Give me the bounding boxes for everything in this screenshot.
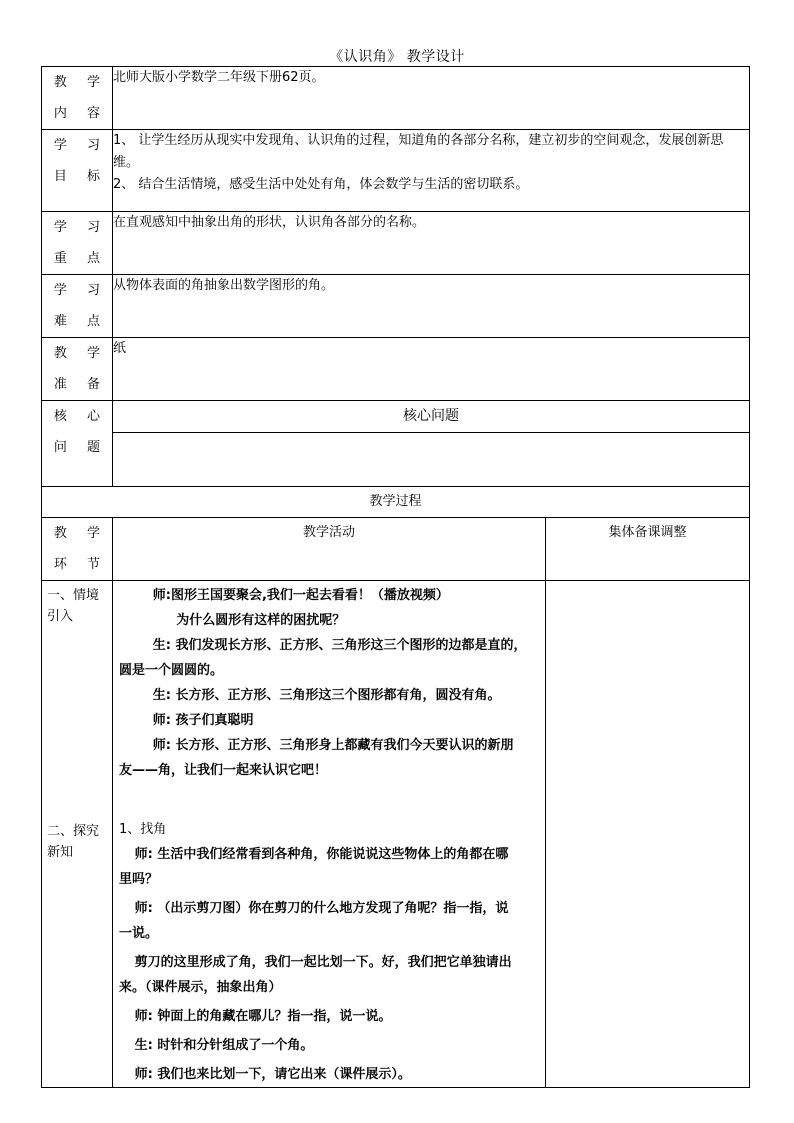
activity-line: 生: 长方形、正方形、三角形这三个图形都有角，圆没有角。 xyxy=(152,688,501,703)
label-prep: 教 学 准 备 xyxy=(42,338,113,401)
activity-line: 师: 孩子们真聪明 xyxy=(152,713,254,728)
column-stage: 教 学 环 节 xyxy=(42,518,113,581)
column-activity: 教学活动 xyxy=(113,518,546,581)
row-prep xyxy=(42,338,750,401)
goal-item: 1、 让学生经历从现实中发现角、认识角的过程，知道角的各部分名称，建立初步的空间观念，发展创新思维。 xyxy=(113,133,724,170)
label-content: 教 学 内 容 xyxy=(42,67,113,130)
explore-heading: 1、找角 xyxy=(119,822,167,837)
prep-text: 纸 xyxy=(113,338,750,401)
activity-line: 圆是一个圆圆的。 xyxy=(119,663,224,678)
key-text: 在直观感知中抽象出角的形状，认识角各部分的名称。 xyxy=(113,212,750,275)
activity-line: 生: 时针和分针组成了一个角。 xyxy=(134,1038,314,1053)
row-difficulty xyxy=(42,275,750,338)
activity-line: 师: 生活中我们经常看到各种角，你能说说这些物体上的角都在哪 xyxy=(134,847,509,862)
difficulty-text: 从物体表面的角抽象出数学图形的角。 xyxy=(113,275,750,338)
row-column-headers xyxy=(42,518,750,581)
document-title: 《认识角》 教学设计 xyxy=(329,49,465,65)
lesson-plan-table xyxy=(41,66,750,1088)
row-key xyxy=(42,212,750,275)
stage-intro: 一、情境 引入 xyxy=(47,588,100,624)
activity-line: 师: 钟面上的角藏在哪儿？指一指，说一说。 xyxy=(134,1009,392,1024)
activity-line: 里吗？ xyxy=(119,872,159,887)
row-content xyxy=(42,67,750,130)
label-core: 核 心 问 题 xyxy=(42,401,113,487)
core-header: 核心问题 xyxy=(113,401,749,433)
process-title: 教学过程 xyxy=(42,487,750,518)
activity-line: 师:图形王国要聚会,我们一起去看看！（播放视频） xyxy=(152,588,449,603)
activity-line: 生: 我们发现长方形、正方形、三角形这三个图形的边都是直的， xyxy=(152,638,527,653)
activity-line: 为什么圆形有这样的困扰呢？ xyxy=(176,613,346,628)
activity-line: 友——角，让我们一起来认识它吧！ xyxy=(119,763,328,778)
label-difficulty: 学 习 难 点 xyxy=(42,275,113,338)
activity-line: 一说。 xyxy=(119,926,159,941)
activity-line: 来。（课件展示，抽象出角） xyxy=(119,980,282,995)
adjust-cell xyxy=(546,581,750,1088)
stage-explore: 二、探究 新知 xyxy=(47,824,100,860)
stage-cell xyxy=(42,581,113,1088)
row-goals xyxy=(42,130,750,212)
activity-line: 师: 我们也来比划一下，请它出来（课件展示）。 xyxy=(134,1067,411,1082)
column-adjust: 集体备课调整 xyxy=(546,518,750,581)
activity-line: 剪刀的这里形成了角，我们一起比划一下。好，我们把它单独请出 xyxy=(134,955,512,970)
activity-cell xyxy=(113,581,546,1088)
activity-line: 师: （出示剪刀图）你在剪刀的什么地方发现了角呢？指一指，说 xyxy=(134,901,509,916)
row-process-title xyxy=(42,487,750,518)
label-goals: 学 习 目 标 xyxy=(42,130,113,212)
core-cell xyxy=(113,401,750,487)
activity-line: 师: 长方形、正方形、三角形身上都藏有我们今天要认识的新朋 xyxy=(152,738,514,753)
content-text: 北师大版小学数学二年级下册62页。 xyxy=(113,67,750,130)
row-core xyxy=(42,401,750,487)
row-process-body xyxy=(42,581,750,1088)
label-key: 学 习 重 点 xyxy=(42,212,113,275)
goal-item: 2、 结合生活情境，感受生活中处处有角，体会数学与生活的密切联系。 xyxy=(113,177,529,192)
goals-text xyxy=(113,130,750,212)
